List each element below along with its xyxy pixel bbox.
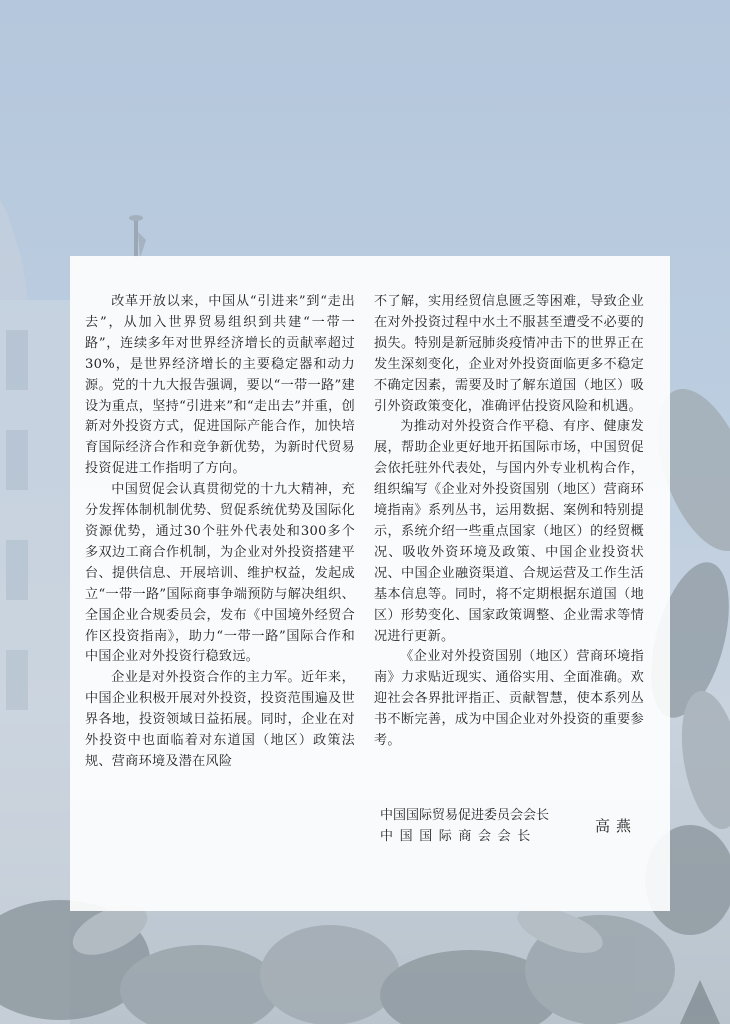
preface-column-right	[374, 292, 644, 752]
foliage-bottom	[0, 895, 675, 1024]
preface-paragraph: 企业是对外投资合作的主力军。近年来，中国企业积极开展对外投资，投资范围遍及世界各地，投资领域日益拓展。同时，企业在对外投资中也面临着对东道国（地区）政策法规、营商环境及潜在风险	[85, 670, 355, 769]
preface-column-left	[85, 292, 355, 773]
signatory-title: 中国国际商会会长	[380, 829, 537, 844]
signature-block	[380, 805, 640, 847]
signatory-title: 中国国际贸易促进委员会会长	[380, 808, 550, 823]
preface-paragraph: 《企业对外投资国别（地区）营商环境指南》力求贴近现实、通俗实用、全面准确。欢迎社会各界批评指正、贡献智慧，使本系列丛书不断完善，成为中国企业对外投资的重要参考。	[374, 649, 644, 749]
flagpole	[129, 215, 146, 258]
preface-paragraph: 为推动对外投资合作平稳、有序、健康发展，帮助企业更好地开拓国际市场，中国贸促会依托驻外代表处，与国内外专业机构合作，组织编写《企业对外投资国别（地区）营商环境指南》系列丛书，运用数据、案例和特别提示，系统介绍一些重点国家（地区）的经贸概况、吸收外资环境及政策、中国企业投资状况、中国企业融资渠道、合规运营及工作生活基本信息等。同时，将不定期根据东道国（地区）形势变化、国家政策调整、企业需求等情况进行更新。	[374, 419, 644, 644]
signatory-titles	[380, 805, 549, 847]
signatory-name: 高燕	[595, 817, 638, 835]
preface-paragraph: 改革开放以来，中国从“引进来”到“走出去”，从加入世界贸易组织到共建“一带一路”，连续多年对世界经济增长的贡献率超过30%，是世界经济增长的主要稳定器和动力源。党的十九大报告强调，要以“一带一路”建设为重点，坚持“引进来”和“走出去”并重，创新对外投资方式，促进国际产能合作，加快培育国际经济合作和竞争新优势，为新时代贸易投资促进工作指明了方向。	[85, 294, 355, 477]
preface-paragraph: 中国贸促会认真贯彻党的十九大精神，充分发挥体制机制优势、贸促系统优势及国际化资源优势，通过30个驻外代表处和300多个多双边工商合作机制，为企业对外投资搭建平台、提供信息、开展培训、维护权益，发起成立“一带一路”国际商事争端预防与解决组织、全国企业合规委员会，发布《中国境外经贸合作区投资指南》，助力“一带一路”国际合作和中国企业对外投资行稳致远。	[85, 482, 355, 665]
preface-paragraph-continued: 不了解，实用经贸信息匮乏等困难，导致企业在对外投资过程中水土不服甚至遭受不必要的损失。特别是新冠肺炎疫情冲击下的世界正在发生深刻变化，企业对外投资面临更多不稳定不确定因素，需要及时了解东道国（地区）吸引外资政策变化，准确评估投资风险和机遇。	[374, 294, 644, 414]
